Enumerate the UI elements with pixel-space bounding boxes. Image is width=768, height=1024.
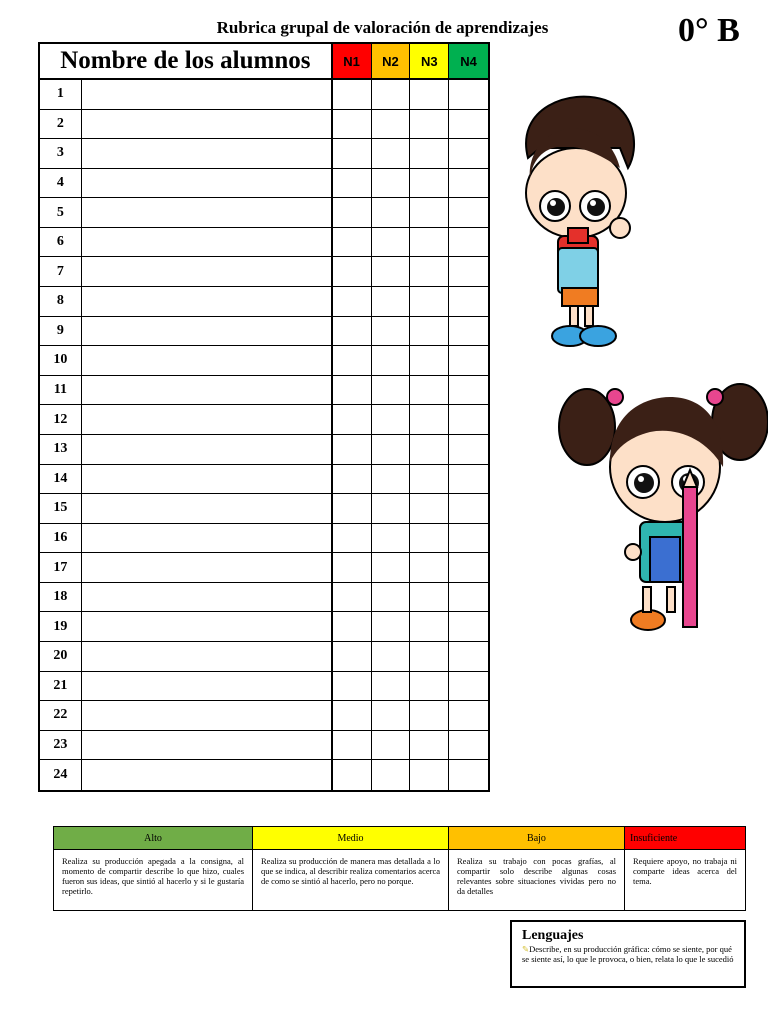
- level-cell-n2[interactable]: [372, 731, 411, 760]
- table-row: [40, 524, 488, 554]
- level-cell-n2[interactable]: [372, 346, 411, 375]
- student-name-cell[interactable]: [82, 524, 333, 553]
- table-row: [40, 346, 488, 376]
- level-cell-n3[interactable]: [410, 139, 449, 168]
- level-cell-n2[interactable]: [372, 228, 411, 257]
- table-row: [40, 228, 488, 258]
- row-number: 8: [40, 287, 82, 316]
- level-cell-n4[interactable]: [449, 198, 488, 227]
- level-cell-n4[interactable]: [449, 376, 488, 405]
- row-number: 24: [40, 760, 82, 790]
- student-name-cell[interactable]: [82, 257, 333, 286]
- level-cell-n1[interactable]: [333, 80, 372, 109]
- level-cell-n1[interactable]: [333, 553, 372, 582]
- level-cell-n3[interactable]: [410, 198, 449, 227]
- row-number: 17: [40, 553, 82, 582]
- table-row: [40, 494, 488, 524]
- level-cell-n4[interactable]: [449, 524, 488, 553]
- level-cell-n4[interactable]: [449, 701, 488, 730]
- level-cell-n4[interactable]: [449, 672, 488, 701]
- student-name-cell[interactable]: [82, 642, 333, 671]
- student-name-cell[interactable]: [82, 672, 333, 701]
- row-number: 19: [40, 612, 82, 641]
- table-header: [40, 44, 488, 80]
- level-cell-n4[interactable]: [449, 110, 488, 139]
- level-cell-n1[interactable]: [333, 198, 372, 227]
- level-cell-n4[interactable]: [449, 257, 488, 286]
- lenguajes-description: Describe, en su producción gráfica: cómo se siente, por qué se siente así, lo que le provoca, o bien, relata lo que le sucedió: [522, 944, 734, 964]
- legend-header: [54, 827, 745, 850]
- student-name-cell[interactable]: [82, 553, 333, 582]
- legend-desc-insuficiente: Requiere apoyo, no trabaja ni comparte ideas acerca del tema.: [633, 856, 737, 886]
- student-name-cell[interactable]: [82, 701, 333, 730]
- level-cell-n1[interactable]: [333, 110, 372, 139]
- level-cell-n4[interactable]: [449, 583, 488, 612]
- level-cell-n1[interactable]: [333, 376, 372, 405]
- student-name-cell[interactable]: [82, 80, 333, 109]
- legend-medio: Medio: [253, 827, 449, 849]
- legend-insuficiente: Insuficiente: [625, 827, 745, 849]
- level-cell-n2[interactable]: [372, 524, 411, 553]
- level-cell-n3[interactable]: [410, 346, 449, 375]
- level-cell-n3[interactable]: [410, 672, 449, 701]
- level-cell-n2[interactable]: [372, 80, 411, 109]
- level-cell-n2[interactable]: [372, 672, 411, 701]
- row-number: 4: [40, 169, 82, 198]
- level-cell-n1[interactable]: [333, 287, 372, 316]
- level-cell-n4[interactable]: [449, 139, 488, 168]
- level-cell-n2[interactable]: [372, 494, 411, 523]
- row-number: 11: [40, 376, 82, 405]
- level-cell-n1[interactable]: [333, 731, 372, 760]
- legend-desc-alto: Realiza su producción apegada a la consigna, al momento de compartir describe lo que hizo, cuales fueron sus ideas, que sintió al hacerlo y si le gustaría repetirlo.: [54, 850, 253, 910]
- student-name-cell[interactable]: [82, 169, 333, 198]
- level-cell-n3[interactable]: [410, 110, 449, 139]
- level-cell-n4[interactable]: [449, 465, 488, 494]
- legend-alto: Alto: [54, 827, 253, 849]
- level-cell-n2[interactable]: [372, 405, 411, 434]
- level-cell-n4[interactable]: [449, 760, 488, 790]
- level-header-n2: N2: [372, 44, 411, 78]
- student-name-cell[interactable]: [82, 612, 333, 641]
- level-cell-n1[interactable]: [333, 228, 372, 257]
- girl-illustration: [555, 372, 768, 634]
- page-title: Rubrica grupal de valoración de aprendizajes: [216, 18, 549, 37]
- level-header-n4: N4: [449, 44, 488, 78]
- row-number: 5: [40, 198, 82, 227]
- level-cell-n2[interactable]: [372, 287, 411, 316]
- table-row: [40, 612, 488, 642]
- table-row: [40, 287, 488, 317]
- legend-bajo: Bajo: [449, 827, 625, 849]
- student-name-cell[interactable]: [82, 346, 333, 375]
- level-cell-n3[interactable]: [410, 583, 449, 612]
- legend-desc-medio: Realiza su producción de manera mas detallada a lo que se indica, al describir realiza comentarios acerca de como se sintió al hacerlo, pero no porque.: [253, 850, 449, 910]
- level-cell-n2[interactable]: [372, 198, 411, 227]
- student-name-cell[interactable]: [82, 317, 333, 346]
- student-name-cell[interactable]: [82, 760, 333, 790]
- row-number: 15: [40, 494, 82, 523]
- level-cell-n1[interactable]: [333, 405, 372, 434]
- table-row: [40, 465, 488, 495]
- level-cell-n2[interactable]: [372, 376, 411, 405]
- table-row: [40, 317, 488, 347]
- level-cell-n3[interactable]: [410, 405, 449, 434]
- level-cell-n4[interactable]: [449, 435, 488, 464]
- level-cell-n2[interactable]: [372, 642, 411, 671]
- level-cell-n3[interactable]: [410, 228, 449, 257]
- student-name-cell[interactable]: [82, 494, 333, 523]
- level-cell-n2[interactable]: [372, 257, 411, 286]
- row-number: 14: [40, 465, 82, 494]
- table-row: [40, 80, 488, 110]
- level-cell-n2[interactable]: [372, 553, 411, 582]
- lenguajes-title: Lenguajes: [522, 928, 584, 943]
- level-cell-n1[interactable]: [333, 672, 372, 701]
- level-cell-n1[interactable]: [333, 524, 372, 553]
- level-cell-n3[interactable]: [410, 524, 449, 553]
- row-number: 13: [40, 435, 82, 464]
- table-row: [40, 376, 488, 406]
- legend-body: [54, 850, 745, 910]
- level-cell-n4[interactable]: [449, 731, 488, 760]
- level-cell-n4[interactable]: [449, 494, 488, 523]
- group-label: 0° B: [678, 12, 740, 49]
- student-name-cell[interactable]: [82, 110, 333, 139]
- level-cell-n1[interactable]: [333, 701, 372, 730]
- table-row: [40, 435, 488, 465]
- level-cell-n1[interactable]: [333, 257, 372, 286]
- table-row: [40, 139, 488, 169]
- level-cell-n3[interactable]: [410, 465, 449, 494]
- level-cell-n2[interactable]: [372, 760, 411, 790]
- name-column-header: Nombre de los alumnos: [40, 44, 333, 78]
- student-name-cell[interactable]: [82, 228, 333, 257]
- row-number: 2: [40, 110, 82, 139]
- table-row: [40, 642, 488, 672]
- level-cell-n3[interactable]: [410, 317, 449, 346]
- boy-illustration: [510, 88, 645, 358]
- rubric-table: [38, 42, 490, 792]
- table-row: [40, 731, 488, 761]
- row-number: 16: [40, 524, 82, 553]
- pencil-icon: ✎: [522, 944, 530, 954]
- level-cell-n1[interactable]: [333, 346, 372, 375]
- level-cell-n3[interactable]: [410, 642, 449, 671]
- row-number: 12: [40, 405, 82, 434]
- row-number: 21: [40, 672, 82, 701]
- level-cell-n3[interactable]: [410, 169, 449, 198]
- table-row: [40, 257, 488, 287]
- student-name-cell[interactable]: [82, 287, 333, 316]
- level-cell-n3[interactable]: [410, 257, 449, 286]
- level-cell-n4[interactable]: [449, 169, 488, 198]
- row-number: 9: [40, 317, 82, 346]
- table-row: [40, 583, 488, 613]
- student-name-cell[interactable]: [82, 583, 333, 612]
- student-name-cell[interactable]: [82, 198, 333, 227]
- level-cell-n2[interactable]: [372, 701, 411, 730]
- level-cell-n4[interactable]: [449, 228, 488, 257]
- level-cell-n1[interactable]: [333, 583, 372, 612]
- row-number: 1: [40, 80, 82, 109]
- row-number: 6: [40, 228, 82, 257]
- table-row: [40, 672, 488, 702]
- level-cell-n4[interactable]: [449, 287, 488, 316]
- row-number: 20: [40, 642, 82, 671]
- table-row: [40, 405, 488, 435]
- row-number: 3: [40, 139, 82, 168]
- level-cell-n4[interactable]: [449, 642, 488, 671]
- table-row: [40, 553, 488, 583]
- level-cell-n4[interactable]: [449, 612, 488, 641]
- level-cell-n1[interactable]: [333, 494, 372, 523]
- level-cell-n3[interactable]: [410, 494, 449, 523]
- level-cell-n3[interactable]: [410, 553, 449, 582]
- level-cell-n4[interactable]: [449, 553, 488, 582]
- level-cell-n3[interactable]: [410, 701, 449, 730]
- level-cell-n2[interactable]: [372, 317, 411, 346]
- level-cell-n2[interactable]: [372, 435, 411, 464]
- student-name-cell[interactable]: [82, 139, 333, 168]
- student-name-cell[interactable]: [82, 376, 333, 405]
- level-cell-n4[interactable]: [449, 346, 488, 375]
- level-cell-n3[interactable]: [410, 731, 449, 760]
- level-cell-n3[interactable]: [410, 80, 449, 109]
- level-cell-n1[interactable]: [333, 317, 372, 346]
- level-cell-n1[interactable]: [333, 465, 372, 494]
- level-cell-n2[interactable]: [372, 465, 411, 494]
- table-row: [40, 701, 488, 731]
- level-cell-n1[interactable]: [333, 435, 372, 464]
- lenguajes-text: [522, 944, 734, 964]
- level-cell-n4[interactable]: [449, 80, 488, 109]
- level-cell-n4[interactable]: [449, 405, 488, 434]
- row-number: 23: [40, 731, 82, 760]
- level-cell-n1[interactable]: [333, 139, 372, 168]
- student-name-cell[interactable]: [82, 405, 333, 434]
- lenguajes-box: [510, 920, 746, 988]
- student-name-cell[interactable]: [82, 731, 333, 760]
- level-cell-n2[interactable]: [372, 139, 411, 168]
- level-cell-n4[interactable]: [449, 317, 488, 346]
- row-number: 10: [40, 346, 82, 375]
- level-cell-n3[interactable]: [410, 760, 449, 790]
- level-cell-n2[interactable]: [372, 583, 411, 612]
- legend-desc-bajo: Realiza su trabajo con pocas grafías, al compartir solo describe algunas cosas relevantes sobre situaciones vividas pero no da detalles: [449, 850, 625, 910]
- student-name-cell[interactable]: [82, 435, 333, 464]
- level-cell-n2[interactable]: [372, 110, 411, 139]
- table-row: [40, 169, 488, 199]
- table-row: [40, 110, 488, 140]
- level-cell-n3[interactable]: [410, 287, 449, 316]
- level-header-n3: N3: [410, 44, 449, 78]
- level-cell-n1[interactable]: [333, 169, 372, 198]
- level-cell-n1[interactable]: [333, 760, 372, 790]
- row-number: 22: [40, 701, 82, 730]
- level-cell-n1[interactable]: [333, 612, 372, 641]
- student-name-cell[interactable]: [82, 465, 333, 494]
- level-cell-n2[interactable]: [372, 612, 411, 641]
- level-cell-n3[interactable]: [410, 435, 449, 464]
- row-number: 7: [40, 257, 82, 286]
- row-number: 18: [40, 583, 82, 612]
- level-cell-n3[interactable]: [410, 612, 449, 641]
- table-row: [40, 760, 488, 790]
- level-cell-n3[interactable]: [410, 376, 449, 405]
- level-cell-n1[interactable]: [333, 642, 372, 671]
- table-row: [40, 198, 488, 228]
- level-header-n1: N1: [333, 44, 372, 78]
- student-rows: [40, 80, 488, 790]
- level-cell-n2[interactable]: [372, 169, 411, 198]
- rubric-legend: [53, 826, 746, 911]
